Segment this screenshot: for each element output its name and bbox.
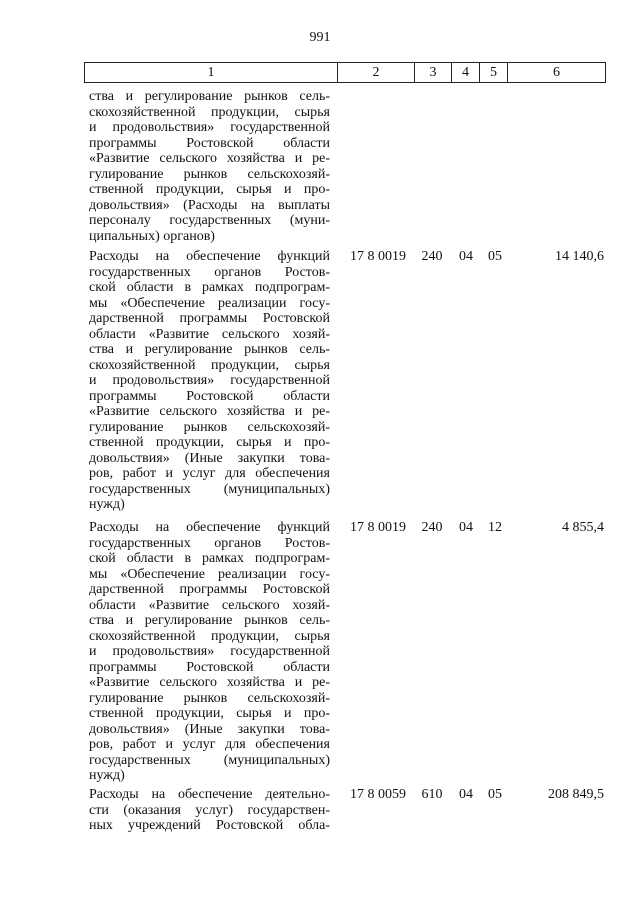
column-header-4: 4: [452, 63, 480, 83]
description-line: ской области в рамках подпрограм-: [89, 280, 330, 295]
subsection-code: 05: [488, 249, 502, 264]
subsection-code: 05: [488, 787, 502, 802]
description-line: области «Развитие сельского хозяй-: [89, 326, 330, 342]
description-line: ственной продукции, сырья и про-: [89, 706, 330, 721]
description-line: скохозяйственной продукции, сырья: [89, 104, 330, 120]
description-line: Расходы на обеспечение функций: [89, 249, 330, 264]
row-description: [89, 787, 330, 834]
column-header-table: [84, 62, 606, 83]
description-line: гулирование рынков сельскохозяй-: [89, 419, 330, 435]
description-line: мы «Обеспечение реализации госу-: [89, 295, 330, 311]
description-line: программы Ростовской области: [89, 659, 330, 675]
expense-type-code: 240: [421, 249, 443, 264]
description-line: государственных (муниципальных): [89, 481, 330, 497]
description-line: и продовольствия» государственной: [89, 120, 330, 135]
description-line: «Развитие сельского хозяйства и ре-: [89, 151, 330, 166]
expense-type-code: 240: [421, 520, 443, 535]
description-line: ственной продукции, сырья и про-: [89, 435, 330, 450]
description-line: программы Ростовской области: [89, 135, 330, 151]
row-description: [89, 89, 330, 244]
target-item-code: 17 8 0019: [350, 249, 406, 264]
description-line: области «Развитие сельского хозяй-: [89, 597, 330, 613]
description-line: дарственной программы Ростовской: [89, 311, 330, 326]
description-line: ров, работ и услуг для обеспечения: [89, 737, 330, 752]
target-item-code: 17 8 0059: [350, 787, 406, 802]
column-header-2: 2: [338, 63, 415, 83]
description-line: гулирование рынков сельскохозяй-: [89, 690, 330, 706]
description-line: гулирование рынков сельскохозяй-: [89, 166, 330, 182]
description-line: сти (оказания услуг) государствен-: [89, 802, 330, 818]
description-line: и продовольствия» государственной: [89, 644, 330, 659]
expense-type-code: 610: [421, 787, 443, 802]
table-row: [0, 89, 640, 244]
description-line: ных учреждений Ростовской обла-: [89, 818, 330, 833]
row-description: [89, 520, 330, 784]
description-line: ства и регулирование рынков сель-: [89, 613, 330, 628]
description-line: государственных (муниципальных): [89, 752, 330, 768]
table-row: [0, 249, 640, 513]
description-line: ства и регулирование рынков сель-: [89, 89, 330, 104]
description-line: ципальных) органов): [89, 228, 215, 244]
description-line: довольствия» (Расходы на выплаты: [89, 197, 330, 213]
amount-value: 4 855,4: [562, 520, 604, 535]
page-number: 991: [309, 30, 331, 45]
description-line: нужд): [89, 497, 125, 512]
amount-value: 14 140,6: [555, 249, 604, 264]
description-line: персоналу государственных (муни-: [89, 213, 330, 228]
amount-value: 208 849,5: [548, 787, 604, 802]
column-header-row: [85, 63, 606, 83]
section-code: 04: [459, 787, 473, 802]
description-line: дарственной программы Ростовской: [89, 582, 330, 597]
description-line: Расходы на обеспечение деятельно-: [89, 787, 330, 802]
column-header-1: 1: [85, 63, 338, 83]
section-code: 04: [459, 520, 473, 535]
column-header-5: 5: [480, 63, 508, 83]
target-item-code: 17 8 0019: [350, 520, 406, 535]
description-line: государственных органов Ростов-: [89, 264, 330, 280]
description-line: скохозяйственной продукции, сырья: [89, 357, 330, 373]
description-line: ской области в рамках подпрограм-: [89, 551, 330, 566]
description-line: программы Ростовской области: [89, 388, 330, 404]
description-line: и продовольствия» государственной: [89, 373, 330, 388]
subsection-code: 12: [488, 520, 502, 535]
table-row: [0, 520, 640, 784]
column-header-6: 6: [508, 63, 606, 83]
description-line: скохозяйственной продукции, сырья: [89, 628, 330, 644]
description-line: ственной продукции, сырья и про-: [89, 182, 330, 197]
description-line: мы «Обеспечение реализации госу-: [89, 566, 330, 582]
table-row: [0, 787, 640, 834]
row-description: [89, 249, 330, 513]
description-line: «Развитие сельского хозяйства и ре-: [89, 675, 330, 690]
description-line: нужд): [89, 768, 125, 783]
section-code: 04: [459, 249, 473, 264]
description-line: Расходы на обеспечение функций: [89, 520, 330, 535]
description-line: довольствия» (Иные закупки това-: [89, 721, 330, 737]
description-line: государственных органов Ростов-: [89, 535, 330, 551]
description-line: «Развитие сельского хозяйства и ре-: [89, 404, 330, 419]
column-header-3: 3: [415, 63, 452, 83]
description-line: ров, работ и услуг для обеспечения: [89, 466, 330, 481]
description-line: ства и регулирование рынков сель-: [89, 342, 330, 357]
description-line: довольствия» (Иные закупки това-: [89, 450, 330, 466]
